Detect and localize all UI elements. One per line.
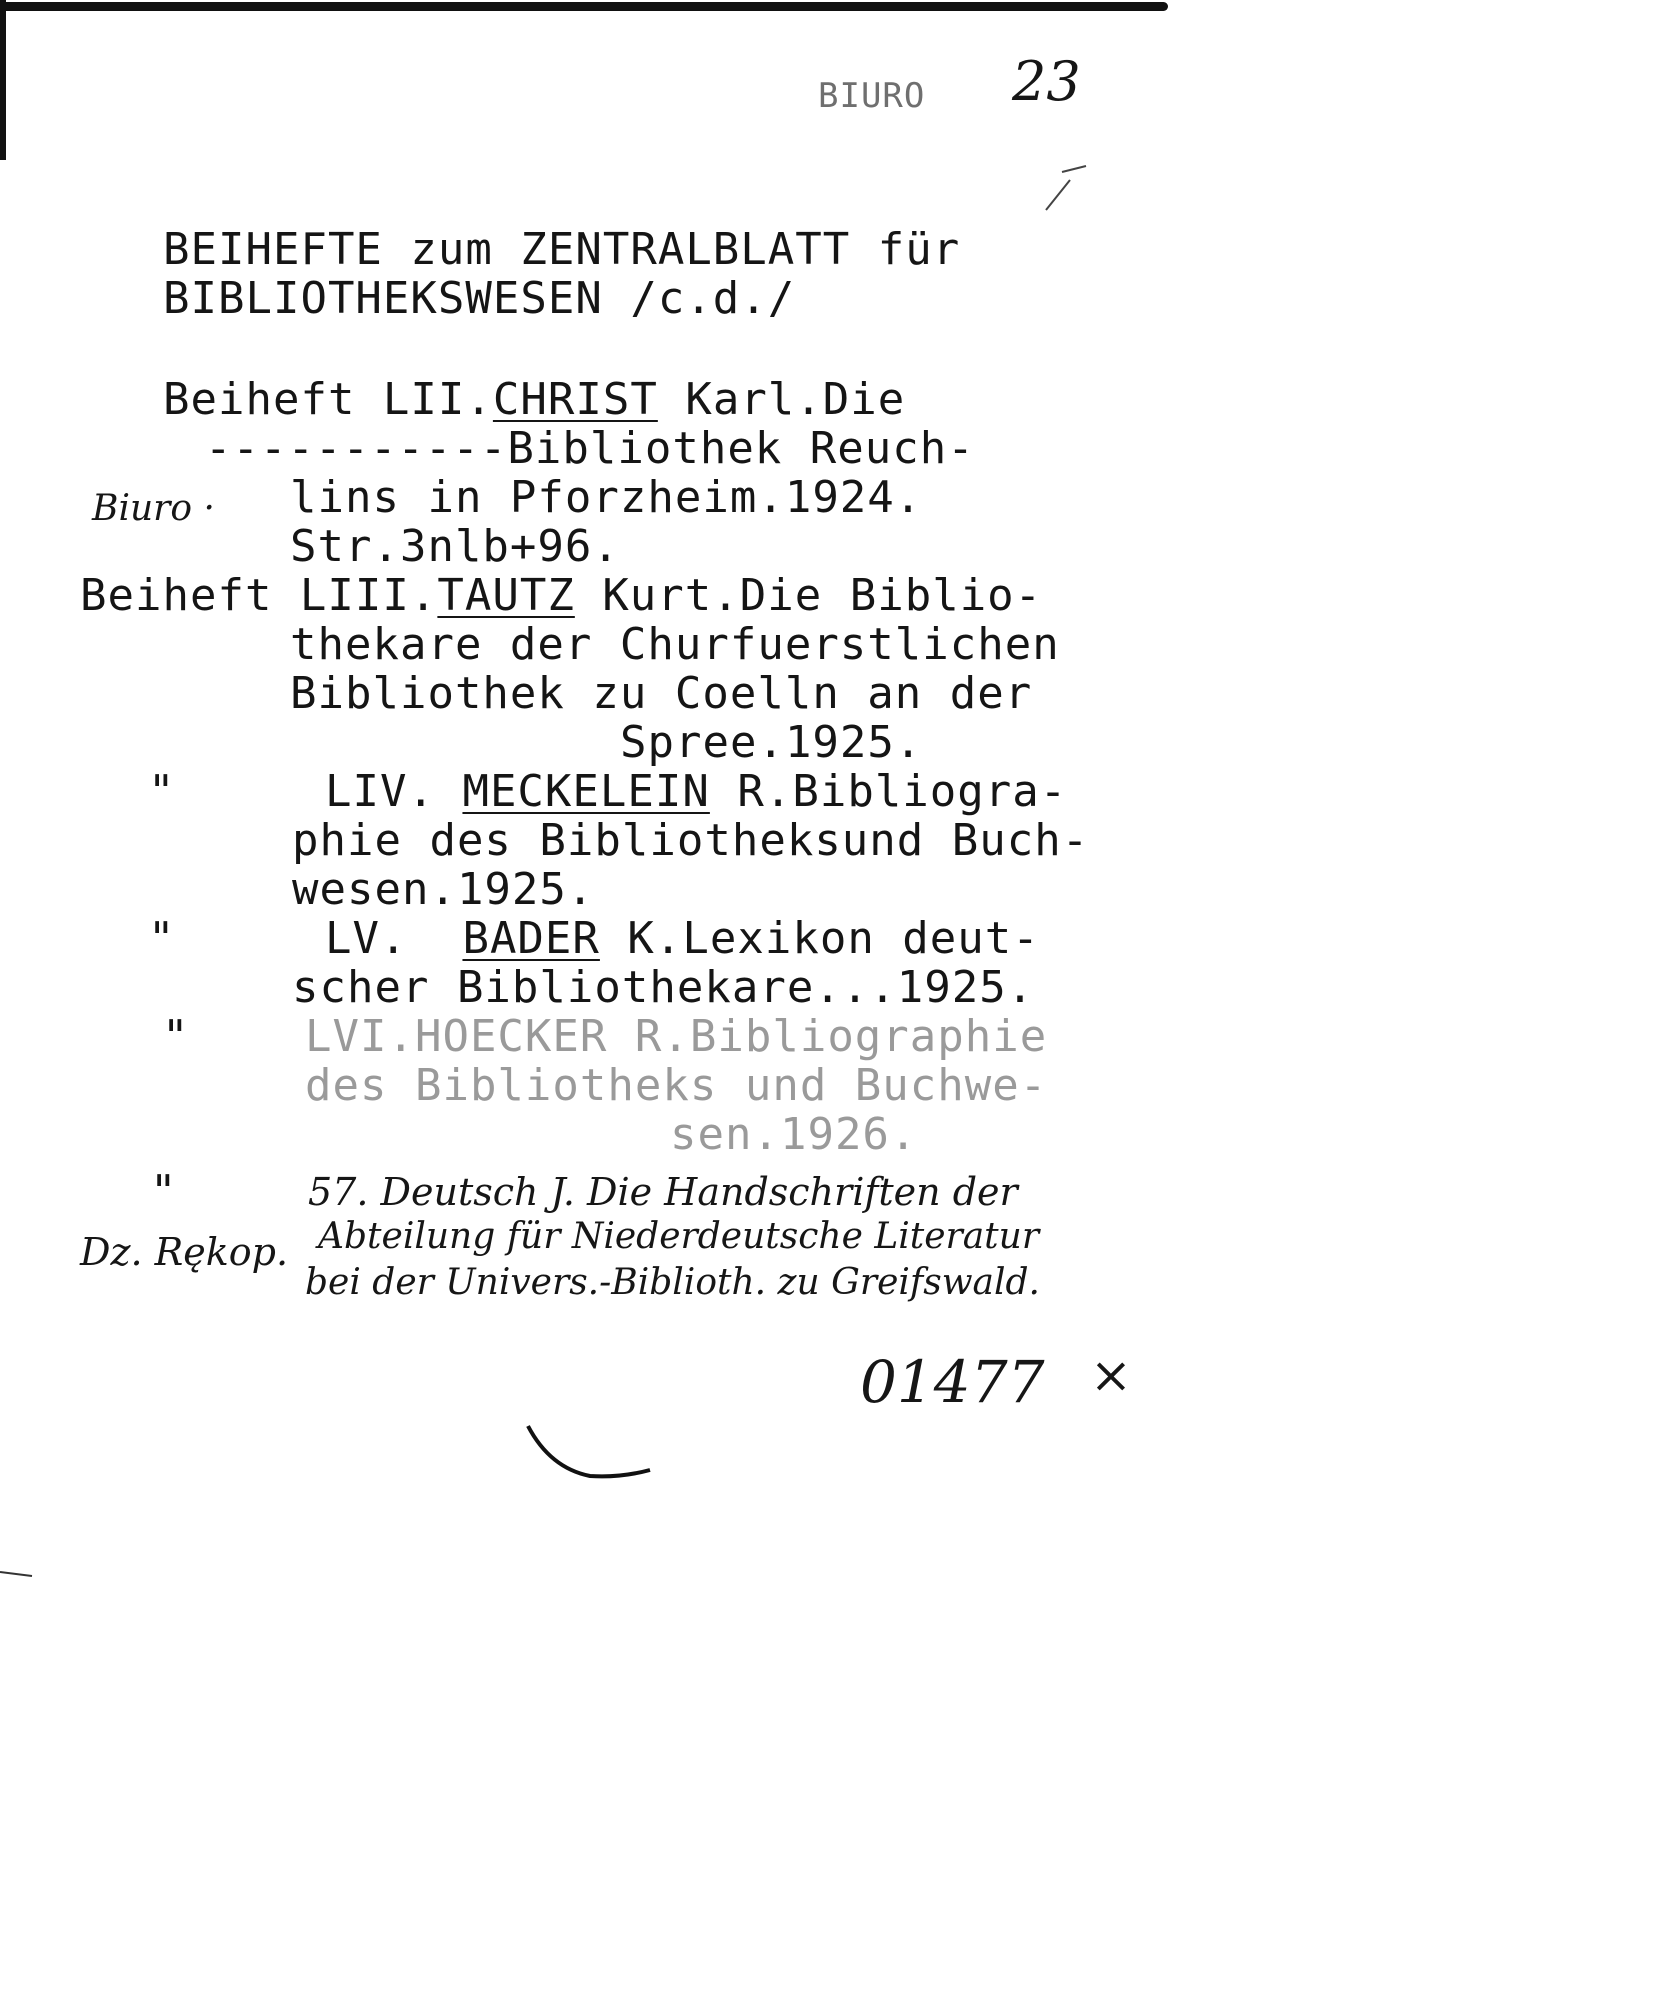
entry-lv-author: BADER <box>462 913 600 964</box>
edge-scratch-mark <box>0 1568 40 1580</box>
entry-liii-rest: Kurt.Die Biblio- <box>574 570 1043 621</box>
entry-lvii-line-1: 57. Deutsch J. Die Handschriften der <box>308 1170 1018 1214</box>
entry-liii-prefix: Beiheft LIII. <box>80 570 438 621</box>
entry-lii-line-3: lins in Pforzheim.1924. <box>290 472 923 523</box>
entry-lvi-ditto-mark: " <box>162 1011 190 1062</box>
entry-liv-line-2: phie des Bibliotheksund Buch- <box>292 815 1090 866</box>
entry-liv-prefix: LIV. <box>325 766 463 817</box>
entry-lvii-ditto-mark: " <box>150 1166 178 1217</box>
entry-lii-rest: Karl.Die <box>657 374 906 425</box>
entry-lvii-line-2: Abteilung für Niederdeutsche Literatur <box>318 1216 1040 1257</box>
entry-lvi-line-2: des Bibliotheks und Buchwe- <box>305 1060 1048 1111</box>
entry-lii-line-4: Str.3nlb+96. <box>290 521 620 572</box>
entry-lv-ditto-mark: " <box>148 913 176 964</box>
entry-liii-line-2: thekare der Churfuerstlichen <box>290 619 1060 670</box>
card-number: 23 <box>1012 50 1081 113</box>
entry-liv-line-3: wesen.1925. <box>292 864 595 915</box>
entry-lvi-line-3: sen.1926. <box>670 1109 918 1160</box>
series-heading-line-2: BIBLIOTHEKSWESEN /c.d./ <box>163 273 796 324</box>
entry-lii-prefix: Beiheft LII. <box>163 374 493 425</box>
entry-lv-line-1 <box>325 915 1040 963</box>
entry-liii-line-4: Spree.1925. <box>620 717 923 768</box>
pen-stroke-mark <box>520 1418 660 1488</box>
entry-liv-line-1 <box>325 768 1067 816</box>
entry-liv-rest: R.Bibliogra- <box>709 766 1068 817</box>
entry-liv-ditto-mark: " <box>148 766 176 817</box>
inventory-number: 01477 <box>860 1348 1045 1416</box>
entry-liii-author: TAUTZ <box>437 570 575 621</box>
entry-lvii-line-3: bei der Univers.-Biblioth. zu Greifswald. <box>305 1262 1040 1303</box>
series-heading-line-1: BEIHEFTE zum ZENTRALBLATT für <box>163 224 961 275</box>
card-top-edge <box>0 2 1168 11</box>
cross-mark: × <box>1090 1346 1132 1404</box>
card-left-edge <box>0 0 6 160</box>
biuro-stamp: BIURO <box>818 76 926 116</box>
entry-liii-line-1 <box>80 572 1042 620</box>
entry-liii-line-3: Bibliothek zu Coelln an der <box>290 668 1033 719</box>
entry-lvii-margin-note: Dz. Rękop. <box>80 1230 289 1274</box>
entry-lv-rest: K.Lexikon deut- <box>599 913 1040 964</box>
entry-lii-line-2: -----------Bibliothek Reuch- <box>205 423 975 474</box>
entry-liv-author: MECKELEIN <box>462 766 710 817</box>
entry-lv-prefix: LV. <box>325 913 463 964</box>
entry-lvi-line-1: LVI.HOECKER R.Bibliographie <box>305 1011 1048 1062</box>
entry-lv-line-2: scher Bibliothekare...1925. <box>292 962 1035 1013</box>
entry-lii-line-1 <box>163 376 905 424</box>
pencil-tick-mark <box>1040 160 1090 220</box>
entry-lii-margin-note: Biuro · <box>92 488 215 529</box>
entry-lii-author: CHRIST <box>492 374 658 425</box>
